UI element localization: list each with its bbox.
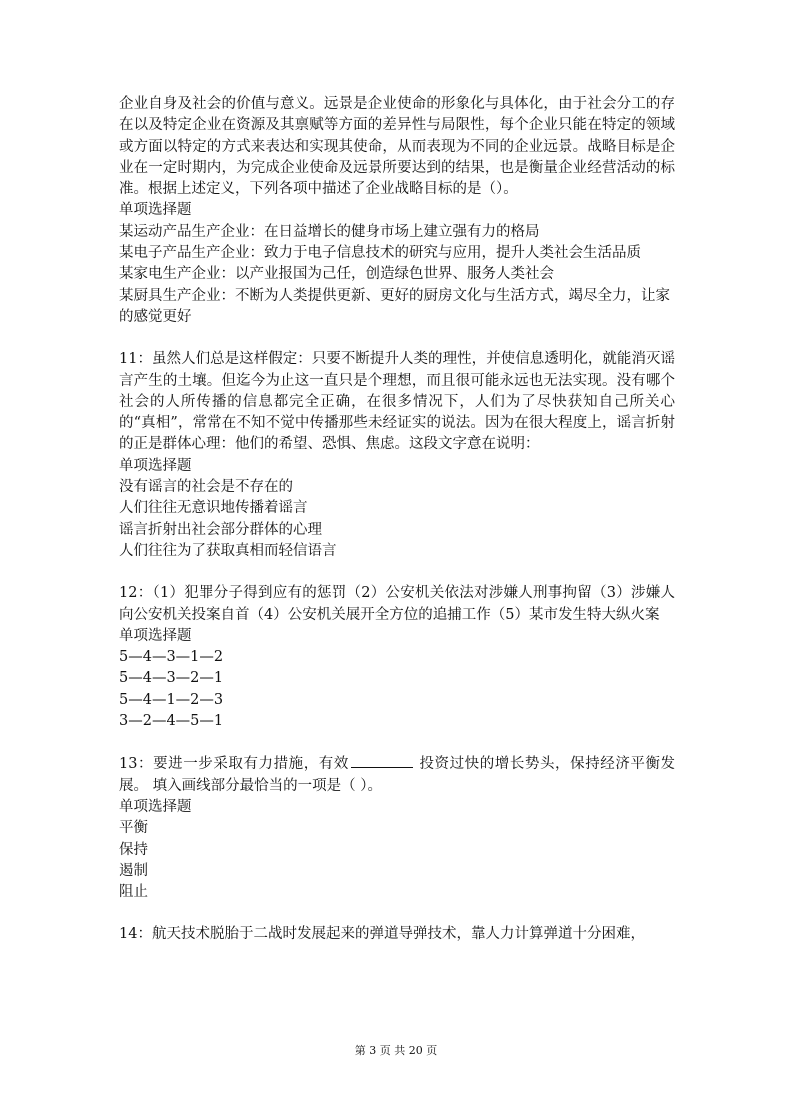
spacer — [119, 562, 675, 583]
fill-in-blank-line — [351, 753, 413, 768]
option-d: 某厨具生产企业：不断为人类提供更新、更好的厨房文化与生活方式，竭尽全力，让家的感觉更好 — [119, 287, 670, 325]
question-type-label: 单项选择题 — [119, 798, 192, 815]
option-a: 某运动产品生产企业：在日益增长的健身市场上建立强有力的格局 — [119, 223, 540, 240]
question-13-text-before: 13：要进一步采取有力措施，有效 — [119, 756, 349, 773]
spacer — [119, 732, 675, 753]
option-c: 某家电生产企业：以产业报国为己任，创造绿色世界、服务人类社会 — [119, 266, 554, 283]
question-type-label: 单项选择题 — [119, 627, 192, 644]
question-type-label: 单项选择题 — [119, 202, 192, 219]
option-d: 3—2—4—5—1 — [119, 713, 224, 730]
question-14-stem: 14：航天技术脱胎于二战时发展起来的弹道导弹技术，靠人力计算弹道十分困难， — [119, 926, 645, 943]
question-13-stem — [119, 753, 675, 797]
option-a: 平衡 — [119, 820, 148, 837]
option-b: 5—4—3—2—1 — [119, 670, 224, 687]
intro-passage: 企业自身及社会的价值与意义。远景是企业使命的形象化与具体化，由于社会分工的存在以及特定企业在资源及其禀赋等方面的差异性与局限性，每个企业只能在特定的领域或方面以特定的方式来表达和实现其使命，从而表现为不同的企业远景。战略目标是企业在一定时期内，为完成企业使命及远景所要达到的结果，也是衡量企业经营活动的标准。根据上述定义，下列各项中描述了企业战略目标的是（）。 — [119, 96, 675, 198]
question-type-label: 单项选择题 — [119, 457, 192, 474]
option-b: 保持 — [119, 841, 148, 858]
option-c: 谣言折射出社会部分群体的心理 — [119, 521, 322, 538]
question-11-stem: 11：虽然人们总是这样假定：只要不断提升人类的理性，并使信息透明化，就能消灭谣言产生的土壤。但迄今为止这一直只是个理想，而且很可能永远也无法实现。没有哪个社会的人所传播的信息都完全正确，在很多情况下，人们为了尽快获知自己所关心的“真相”，常常在不知不觉中传播那些未经证实的说法。因为在很大程度上，谣言折射的正是群体心理：他们的希望、恐惧、焦虑。这段文字意在说明： — [119, 351, 675, 453]
option-d: 阻止 — [119, 884, 148, 901]
option-c: 5—4—1—2—3 — [119, 691, 224, 708]
option-c: 遏制 — [119, 862, 148, 879]
option-a: 5—4—3—1—2 — [119, 649, 224, 666]
spacer — [119, 903, 675, 924]
page-footer: 第 3 页 共 20 页 — [354, 1044, 438, 1057]
option-b: 人们往往无意识地传播着谣言 — [119, 500, 308, 517]
question-13-text-after: 投资过快的增长势头，保持经济平衡发展。 填入画线部分最恰当的一项是（ ）。 — [119, 756, 676, 794]
option-b: 某电子产品生产企业：致力于电子信息技术的研究与应用，提升人类社会生活品质 — [119, 245, 641, 262]
option-a: 没有谣言的社会是不存在的 — [119, 479, 293, 496]
option-d: 人们往往为了获取真相而轻信语言 — [119, 542, 337, 559]
spacer — [119, 328, 675, 349]
question-12-stem: 12：（1）犯罪分子得到应有的惩罚（2）公安机关依法对涉嫌人刑事拘留（3）涉嫌人向公安机关投案自首（4）公安机关展开全方位的追捕工作（5）某市发生特大纵火案 — [119, 585, 675, 623]
document-body — [119, 94, 675, 946]
